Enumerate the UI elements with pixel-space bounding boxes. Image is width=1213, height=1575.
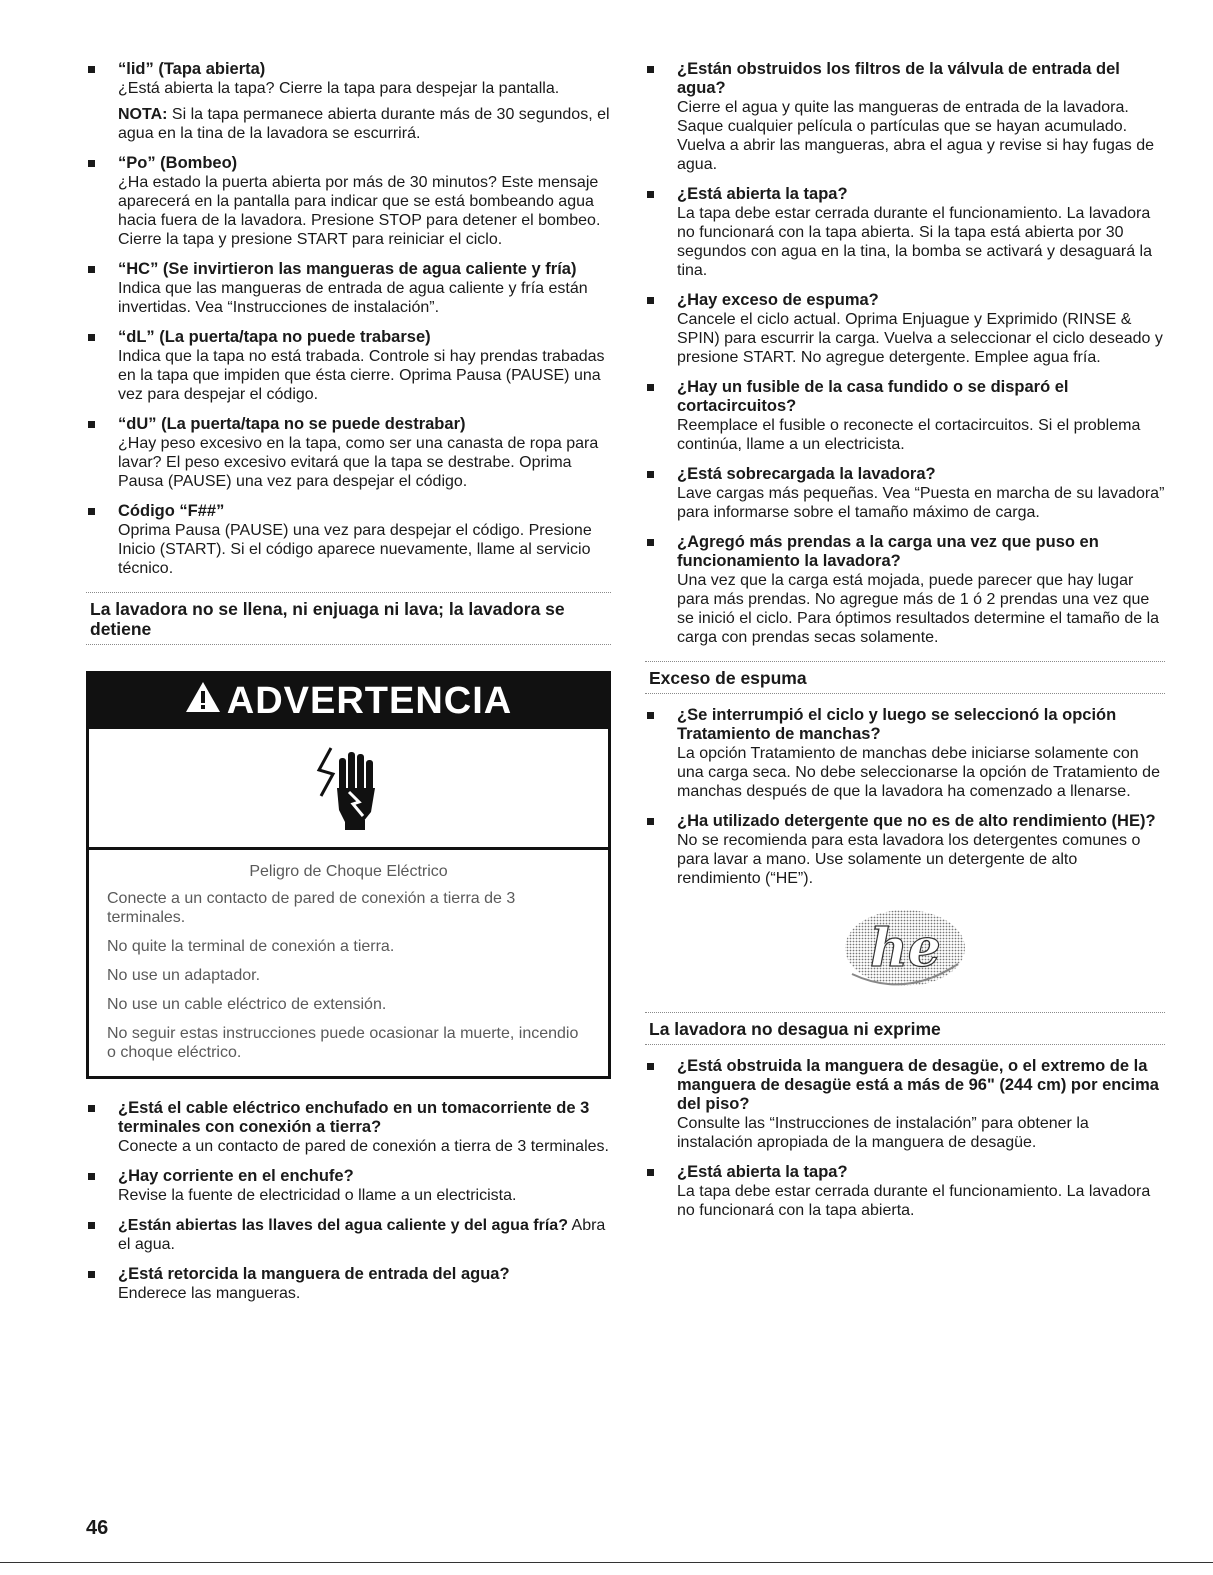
item-body: Abra el agua. xyxy=(118,1217,606,1253)
bullet-icon xyxy=(647,384,654,391)
item-title: ¿Está retorcida la manguera de entrada del agua? xyxy=(118,1265,510,1283)
bullet-icon xyxy=(647,297,654,304)
item-title: ¿Está sobrecargada la lavadora? xyxy=(677,465,936,483)
item-body: ¿Hay peso excesivo en la tapa, como ser una canasta de ropa para lavar? El peso excesivo evitará que la tapa se destrabe. Oprima Pausa (PAUSE) una vez para despejar el código. xyxy=(118,435,599,490)
warning-triangle-icon xyxy=(185,680,221,723)
list-item xyxy=(86,415,611,491)
list-item xyxy=(645,60,1165,174)
item-title: ¿Está el cable eléctrico enchufado en un tomacorriente de 3 terminales con conexión a tierra? xyxy=(118,1099,590,1136)
item-title: ¿Agregó más prendas a la carga una vez que puso en funcionamiento la lavadora? xyxy=(677,533,1099,570)
item-body: Revise la fuente de electricidad o llame a un electricista. xyxy=(118,1187,517,1204)
page-number: 46 xyxy=(86,1517,109,1539)
item-title: ¿Está abierta la tapa? xyxy=(677,1163,848,1181)
item-title: Código “F##” xyxy=(118,502,225,520)
item-body: Consulte las “Instrucciones de instalación” para obtener la instalación apropiada de la manguera de desagüe. xyxy=(677,1115,1089,1151)
warning-line: No use un adaptador. xyxy=(107,967,261,984)
item-body: Oprima Pausa (PAUSE) una vez para despejar el código. Presione Inicio (START). Si el código aparece nuevamente, llame al servicio técnico. xyxy=(118,522,592,577)
warning-symbol-area xyxy=(89,729,608,850)
list-item xyxy=(645,465,1165,522)
bullet-icon xyxy=(647,191,654,198)
he-logo-text: he xyxy=(870,918,941,979)
list-item xyxy=(645,291,1165,367)
list-item xyxy=(645,378,1165,454)
electric-shock-hand-icon xyxy=(309,740,389,837)
list-item xyxy=(86,1167,611,1205)
bullet-icon xyxy=(88,1105,95,1112)
bullet-icon xyxy=(88,1271,95,1278)
list-item xyxy=(86,1216,611,1254)
bullet-icon xyxy=(88,160,95,167)
bullet-icon xyxy=(647,712,654,719)
section-heading-foam: Exceso de espuma xyxy=(645,661,1165,694)
item-body: Reemplace el fusible o reconecte el cortacircuitos. Si el problema continúa, llame a un electricista. xyxy=(677,417,1141,453)
list-item xyxy=(86,328,611,404)
list-item xyxy=(86,1265,611,1303)
bullet-icon xyxy=(647,471,654,478)
list-item xyxy=(645,185,1165,280)
item-title: ¿Se interrumpió el ciclo y luego se seleccionó la opción Tratamiento de manchas? xyxy=(677,706,1117,743)
warning-text xyxy=(89,850,608,1076)
item-body: ¿Ha estado la puerta abierta por más de 30 minutos? Este mensaje aparecerá en la pantalla para indicar que se está bombeando agua hacia fuera de la lavadora. Presione STOP para detener el bombeo. Cierre la tapa y presione START para reiniciar el ciclo. xyxy=(118,174,601,248)
item-title: ¿Hay un fusible de la casa fundido o se disparó el cortacircuitos? xyxy=(677,378,1069,415)
warning-box xyxy=(86,671,611,1079)
list-item xyxy=(86,154,611,249)
item-body: La opción Tratamiento de manchas debe iniciarse solamente con una carga seca. No debe seleccionarse la opción de Tratamiento de manchas después de que la lavadora ha comenzado a llenarse. xyxy=(677,745,1160,800)
item-body: No se recomienda para esta lavadora los detergentes comunes o para lavar a mano. Use solamente un detergente de alto rendimiento (“HE”). xyxy=(677,832,1141,887)
list-item xyxy=(645,1057,1165,1152)
item-title: ¿Está abierta la tapa? xyxy=(677,185,848,203)
item-body: Cancele el ciclo actual. Oprima Enjuague y Exprimido (RINSE & SPIN) para escurrir la carga. Vuelva a seleccionar el ciclo deseado y presione START. No agregue detergente. Emplee agua fría. xyxy=(677,311,1163,366)
item-body: Indica que las mangueras de entrada de agua caliente y fría están invertidas. Vea “Instrucciones de instalación”. xyxy=(118,280,588,316)
warning-header xyxy=(89,674,608,729)
item-title: ¿Está obstruida la manguera de desagüe, o el extremo de la manguera de desagüe está a más de 96" (244 cm) por encima del piso? xyxy=(677,1057,1159,1113)
warning-line: No quite la terminal de conexión a tierra. xyxy=(107,938,395,955)
item-body: Conecte a un contacto de pared de conexión a tierra de 3 terminales. xyxy=(118,1138,609,1155)
bullet-icon xyxy=(647,818,654,825)
list-item xyxy=(86,60,611,143)
he-logo xyxy=(645,904,1165,994)
bullet-icon xyxy=(88,421,95,428)
item-body: La tapa debe estar cerrada durante el funcionamiento. La lavadora no funcionará con la tapa abierta. xyxy=(677,1183,1151,1219)
item-title: “HC” (Se invirtieron las mangueras de agua caliente y fría) xyxy=(118,260,577,278)
bullet-icon xyxy=(647,539,654,546)
list-item xyxy=(645,812,1165,888)
item-body: Lave cargas más pequeñas. Vea “Puesta en marcha de su lavadora” para informarse sobre el tamaño máximo de carga. xyxy=(677,485,1165,521)
item-title: “lid” (Tapa abierta) xyxy=(118,60,266,78)
list-item xyxy=(645,533,1165,647)
bullet-icon xyxy=(647,66,654,73)
item-title: ¿Hay corriente en el enchufe? xyxy=(118,1167,354,1185)
bullet-icon xyxy=(88,1173,95,1180)
item-title: ¿Están abiertas las llaves del agua caliente y del agua fría? xyxy=(118,1217,568,1234)
warning-header-text: ADVERTENCIA xyxy=(226,680,513,722)
list-item xyxy=(645,706,1165,801)
item-body: Una vez que la carga está mojada, puede parecer que hay lugar para más prendas. No agregue más de 1 ó 2 prendas una vez que se inició el ciclo. Para óptimos resultados determine el tamaño de la carga con prendas secas solamente. xyxy=(677,572,1160,646)
note-text: Si la tapa permanece abierta durante más de 30 segundos, el agua en la tina de la lavadora se escurrirá. xyxy=(118,106,610,142)
item-title: ¿Ha utilizado detergente que no es de alto rendimiento (HE)? xyxy=(677,812,1156,830)
list-item xyxy=(645,1163,1165,1220)
item-title: ¿Están obstruidos los filtros de la válvula de entrada del agua? xyxy=(677,60,1120,97)
footer-rule xyxy=(0,1562,1213,1563)
section-heading-drain: La lavadora no desagua ni exprime xyxy=(645,1012,1165,1045)
list-item xyxy=(86,260,611,317)
item-title: ¿Hay exceso de espuma? xyxy=(677,291,879,309)
warning-line: No seguir estas instrucciones puede ocasionar la muerte, incendio o choque eléctrico. xyxy=(107,1025,579,1061)
item-title: “Po” (Bombeo) xyxy=(118,154,238,172)
bullet-icon xyxy=(88,334,95,341)
item-body: Enderece las mangueras. xyxy=(118,1285,301,1302)
item-body: Cierre el agua y quite las mangueras de entrada de la lavadora. Saque cualquier película o partículas que se hayan acumulado. Vuelva a abrir las mangueras, abra el agua y revise si hay fugas de agua. xyxy=(677,99,1155,173)
left-column xyxy=(86,60,611,1314)
bullet-icon xyxy=(647,1169,654,1176)
item-body: La tapa debe estar cerrada durante el funcionamiento. La lavadora no funcionará con la tapa abierta. Si la tapa está abierta por 30 segundos con agua en la tina, la bomba se activará y desaguará la tina. xyxy=(677,205,1152,279)
bullet-icon xyxy=(647,1063,654,1070)
bullet-icon xyxy=(88,1222,95,1229)
item-title: “dL” (La puerta/tapa no puede trabarse) xyxy=(118,328,431,346)
section-heading-no-fill: La lavadora no se llena, ni enjuaga ni lava; la lavadora se detiene xyxy=(86,592,611,645)
bullet-icon xyxy=(88,508,95,515)
item-body: ¿Está abierta la tapa? Cierre la tapa para despejar la pantalla. xyxy=(118,80,560,97)
list-item xyxy=(86,502,611,578)
warning-title: Peligro de Choque Eléctrico xyxy=(249,863,448,880)
list-item xyxy=(86,1099,611,1156)
note-label: NOTA: xyxy=(118,106,168,123)
note xyxy=(118,105,611,143)
warning-line: No use un cable eléctrico de extensión. xyxy=(107,996,387,1013)
bullet-icon xyxy=(88,66,95,73)
right-column xyxy=(645,60,1165,1231)
item-body: Indica que la tapa no está trabada. Controle si hay prendas trabadas en la tapa que impiden que ésta cierre. Oprima Pausa (PAUSE) una vez para despejar el código. xyxy=(118,348,605,403)
bullet-icon xyxy=(88,266,95,273)
item-title: “dU” (La puerta/tapa no se puede destrabar) xyxy=(118,415,466,433)
warning-line: Conecte a un contacto de pared de conexión a tierra de 3 terminales. xyxy=(107,890,516,926)
